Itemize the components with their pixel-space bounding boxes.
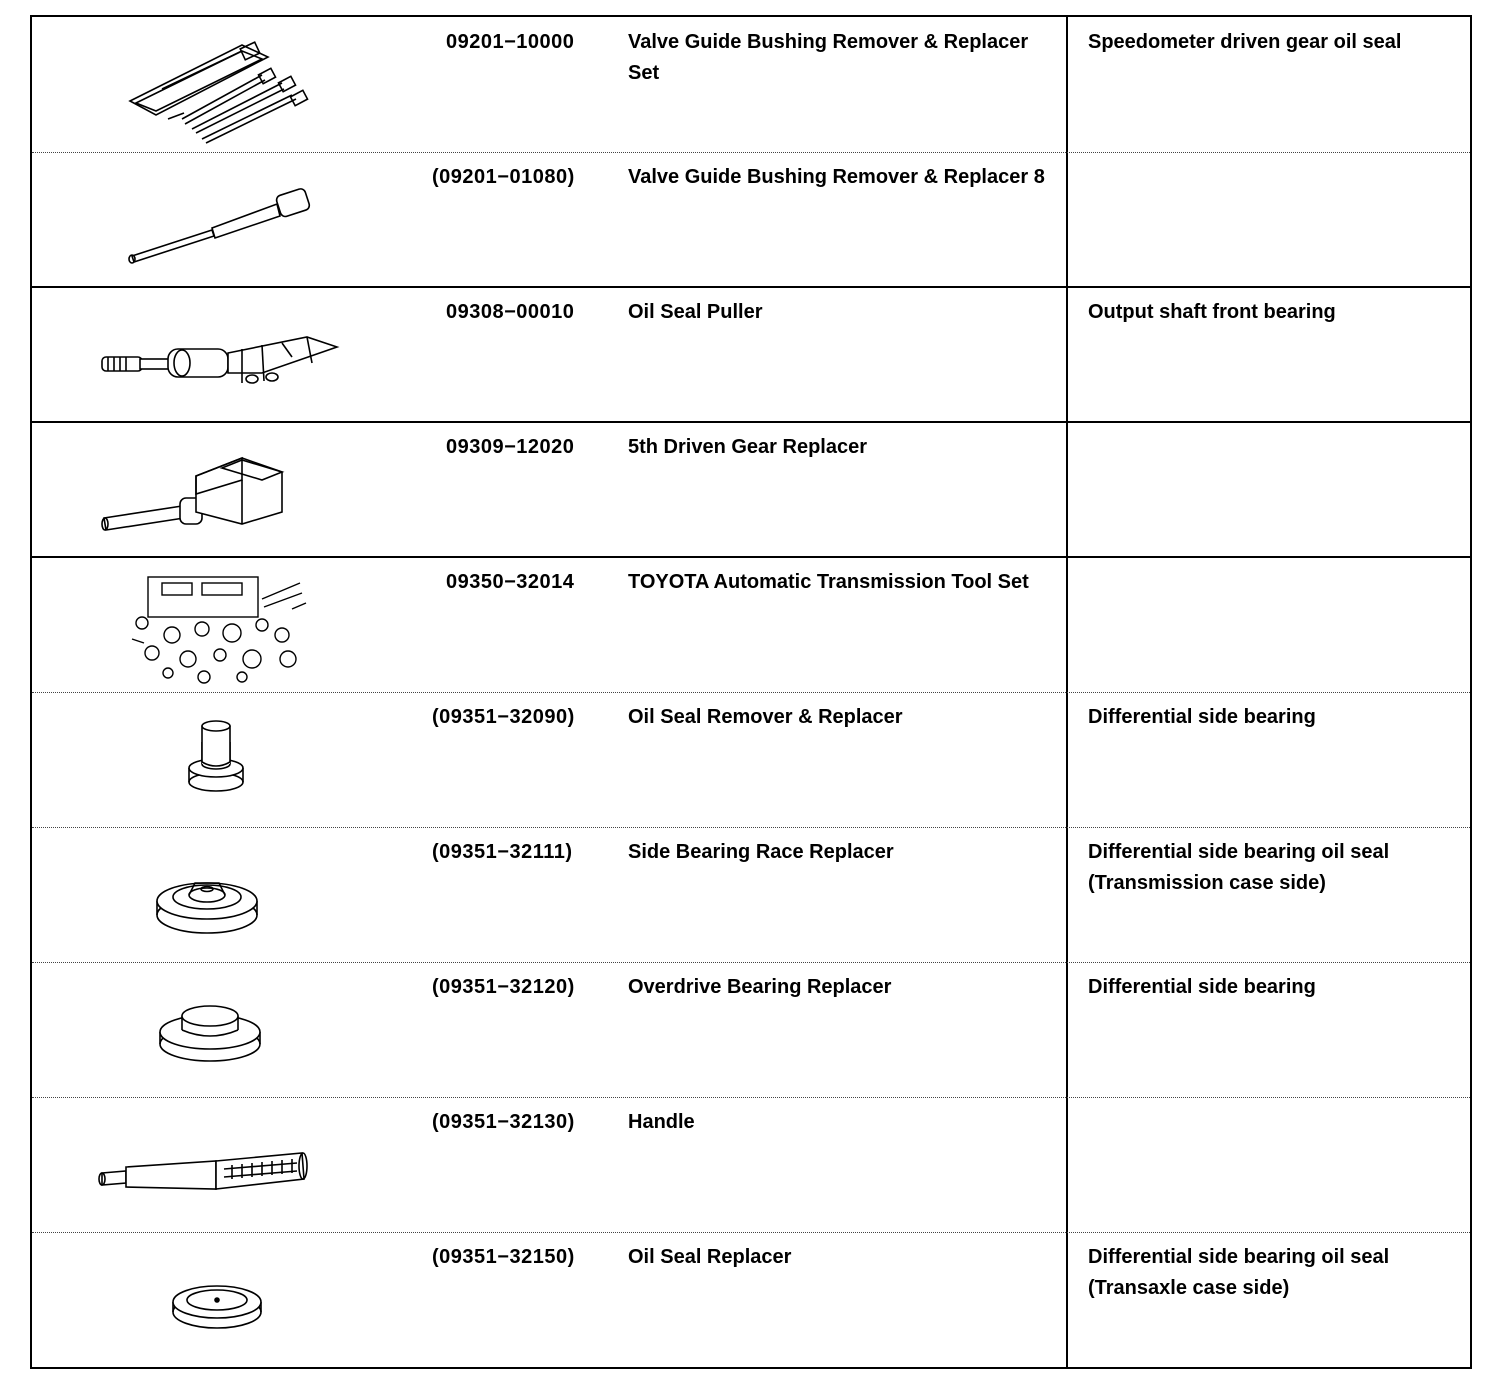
part-number: (09351−32150) xyxy=(432,1246,575,1268)
part-number: (09351−32130) xyxy=(432,1111,575,1133)
tool-name: 5th Driven Gear Replacer xyxy=(628,436,867,458)
table-row xyxy=(32,422,1470,557)
table-row xyxy=(32,962,1470,1097)
oil-seal-remover-replacer-icon xyxy=(92,698,342,822)
part-number: 09308−00010 xyxy=(446,301,575,323)
part-number: 09350−32014 xyxy=(446,571,575,593)
tool-note: Speedometer driven gear oil seal xyxy=(1088,31,1402,53)
part-number: (09351−32111) xyxy=(432,841,573,863)
tool-note: Output shaft front bearing xyxy=(1088,301,1336,323)
special-service-tools-table xyxy=(30,15,1472,1369)
tool-name: Oil Seal Replacer xyxy=(628,1246,792,1268)
table-row xyxy=(32,1097,1470,1232)
tool-name: Handle xyxy=(628,1111,695,1133)
table-row xyxy=(32,557,1470,692)
driven-gear-replacer-icon xyxy=(92,428,342,552)
part-number: (09351−32090) xyxy=(432,706,575,728)
tool-name: TOYOTA Automatic Transmission Tool Set xyxy=(628,571,1029,593)
table-row xyxy=(32,287,1470,422)
oil-seal-replacer-icon xyxy=(92,1238,342,1362)
valve-guide-remover-8-icon xyxy=(92,158,342,282)
side-bearing-race-replacer-icon xyxy=(92,833,342,957)
tool-note: Differential side bearing xyxy=(1088,976,1316,998)
oil-seal-puller-icon xyxy=(92,293,342,417)
tool-name: Valve Guide Bushing Remover & Replacer 8 xyxy=(628,166,1045,188)
table-row xyxy=(32,827,1470,962)
table-row xyxy=(32,152,1470,287)
part-number: (09201−01080) xyxy=(432,166,575,188)
table-row xyxy=(32,1232,1470,1367)
tool-name: Valve Guide Bushing Remover & Replacer Set xyxy=(628,31,1029,84)
tool-name: Oil Seal Puller xyxy=(628,301,763,323)
part-number: (09351−32120) xyxy=(432,976,575,998)
table-row xyxy=(32,17,1470,152)
valve-guide-set-icon xyxy=(92,23,342,147)
handle-icon xyxy=(92,1103,342,1227)
transmission-tool-set-icon xyxy=(92,563,342,687)
tool-name: Oil Seal Remover & Replacer xyxy=(628,706,903,728)
part-number: 09309−12020 xyxy=(446,436,575,458)
tool-name: Overdrive Bearing Replacer xyxy=(628,976,892,998)
tool-note: Differential side bearing oil seal (Transaxle case side) xyxy=(1088,1246,1390,1299)
overdrive-bearing-replacer-icon xyxy=(92,968,342,1092)
tool-note: Differential side bearing xyxy=(1088,706,1316,728)
tool-note: Differential side bearing oil seal (Transmission case side) xyxy=(1088,841,1390,894)
table-row xyxy=(32,692,1470,827)
part-number: 09201−10000 xyxy=(446,31,575,53)
tool-name: Side Bearing Race Replacer xyxy=(628,841,894,863)
